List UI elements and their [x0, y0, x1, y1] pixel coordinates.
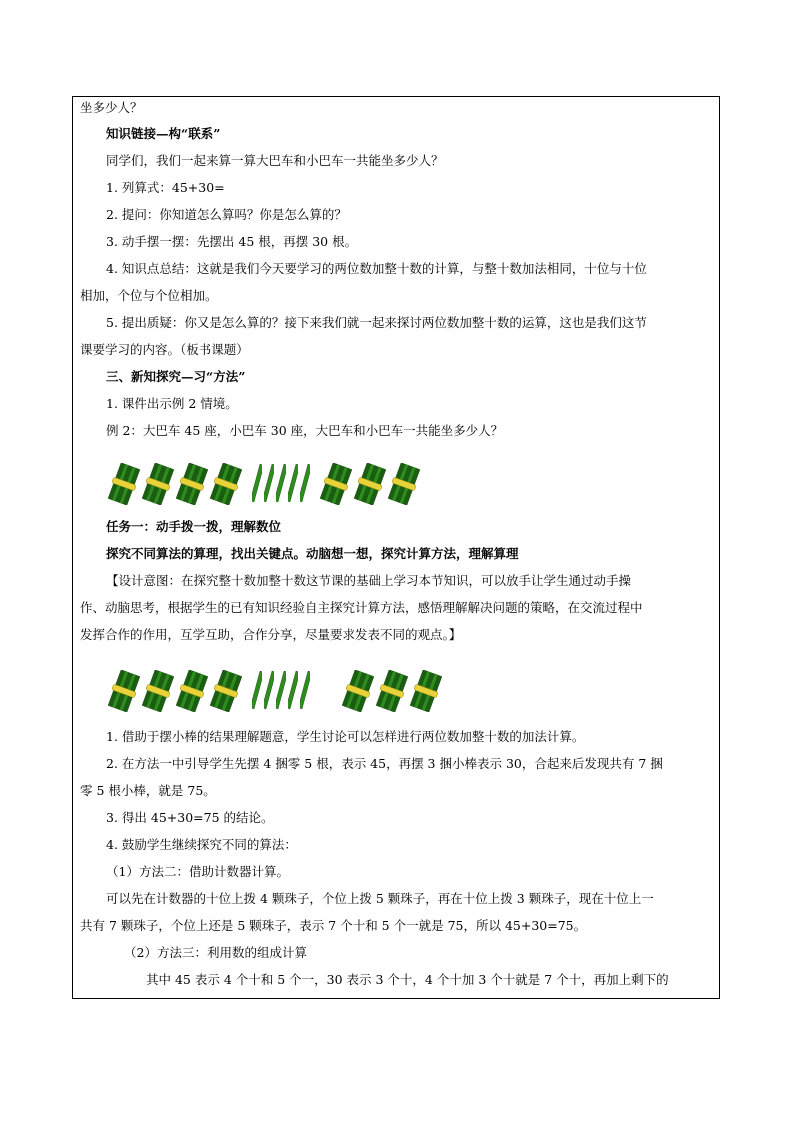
- text-line: 例 2：大巴车 45 座，小巴车 30 座，大巴车和小巴车一共能坐多少人？: [106, 423, 504, 438]
- design-intent-line: 【设计意图：在探究整十数加整十数这节课的基础上学习本节知识，可以放手让学生通过动手操: [106, 573, 632, 588]
- stick-bundle-icon: [410, 670, 442, 712]
- single-stick-icon: [252, 463, 262, 503]
- stick-bundle-icon: [210, 463, 242, 505]
- single-stick-icon: [264, 463, 274, 503]
- text-line: 坐多少人？: [80, 100, 143, 115]
- text-line: 4. 知识点总结：这就是我们今天要学习的两位数加整十数的计算，与整十数加法相同，十位与十位: [106, 261, 647, 276]
- design-intent-line: 发挥合作的作用，互学互助，合作分享，尽量要求发表不同的观点。】: [80, 627, 462, 642]
- stick-bundle-icon: [376, 670, 408, 712]
- single-stick-icon: [264, 670, 274, 710]
- stick-bundle-icon: [388, 463, 420, 505]
- text-line: 4. 鼓励学生继续探究不同的算法：: [106, 837, 297, 852]
- stick-bundle-icon: [354, 463, 386, 505]
- single-stick-icon: [276, 463, 286, 503]
- text-line: 1. 列算式：45+30=: [106, 180, 225, 195]
- text-line: 相加，个位与个位相加。: [80, 288, 218, 303]
- text-line: （2）方法三：利用数的组成计算: [124, 945, 307, 960]
- single-stick-icon: [288, 463, 298, 503]
- stick-bundle-icon: [210, 670, 242, 712]
- text-line: （1）方法二：借助计数器计算。: [106, 864, 289, 879]
- section-heading: 三、新知探究—习“方法”: [106, 369, 246, 384]
- stick-bundle-icon: [320, 463, 352, 505]
- stick-bundle-icon: [108, 670, 140, 712]
- single-stick-icon: [300, 463, 310, 503]
- text-line: 3. 动手摆一摆：先摆出 45 根，再摆 30 根。: [106, 234, 358, 249]
- text-line: 5. 提出质疑：你又是怎么算的？接下来我们就一起来探讨两位数加整十数的运算，这也是我们这节: [106, 315, 647, 330]
- stick-bundle-icon: [108, 463, 140, 505]
- single-stick-icon: [300, 670, 310, 710]
- text-line: 1. 借助于摆小棒的结果理解题意，学生讨论可以怎样进行两位数加整十数的加法计算。: [106, 729, 585, 744]
- single-stick-icon: [288, 670, 298, 710]
- text-line: 2. 在方法一中引导学生先摆 4 捆零 5 根，表示 45，再摆 3 捆小棒表示 30，合起来后发现共有 7 捆: [106, 756, 663, 771]
- task-heading: 任务一：动手拨一拨，理解数位: [106, 519, 282, 534]
- text-line: 可以先在计数器的十位上拨 4 颗珠子，个位上拨 5 颗珠子，再在十位上拨 3 颗珠子，现在十位上一: [106, 891, 654, 906]
- single-stick-icon: [252, 670, 262, 710]
- stick-bundle-icon: [142, 670, 174, 712]
- single-stick-icon: [276, 670, 286, 710]
- design-intent-line: 作、动脑思考，根据学生的已有知识经验自主探究计算方法，感悟理解解决问题的策略，在交流过程中: [80, 600, 643, 615]
- text-line: 2. 提问：你知道怎么算吗？你是怎么算的？: [106, 207, 347, 222]
- text-line: 共有 7 颗珠子，个位上还是 5 颗珠子，表示 7 个十和 5 个一就是 75，所以 45+30=75。: [80, 918, 587, 933]
- task-subheading: 探究不同算法的算理，找出关键点。动脑想一想，探究计算方法，理解算理: [106, 546, 519, 561]
- text-line: 1. 课件出示例 2 情境。: [106, 396, 238, 411]
- text-line: 零 5 根小棒，就是 75。: [80, 783, 216, 798]
- text-line: 其中 45 表示 4 个十和 5 个一，30 表示 3 个十，4 个十加 3 个十就是 7 个十，再加上剩下的: [146, 972, 669, 987]
- stick-bundle-icon: [142, 463, 174, 505]
- section-heading: 知识链接—构“联系”: [106, 126, 221, 141]
- text-line: 同学们，我们一起来算一算大巴车和小巴车一共能坐多少人？: [106, 153, 444, 168]
- text-line: 课要学习的内容。（板书课题）: [80, 342, 249, 357]
- text-line: 3. 得出 45+30=75 的结论。: [106, 810, 274, 825]
- stick-bundle-icon: [342, 670, 374, 712]
- stick-bundle-icon: [176, 463, 208, 505]
- stick-bundle-icon: [176, 670, 208, 712]
